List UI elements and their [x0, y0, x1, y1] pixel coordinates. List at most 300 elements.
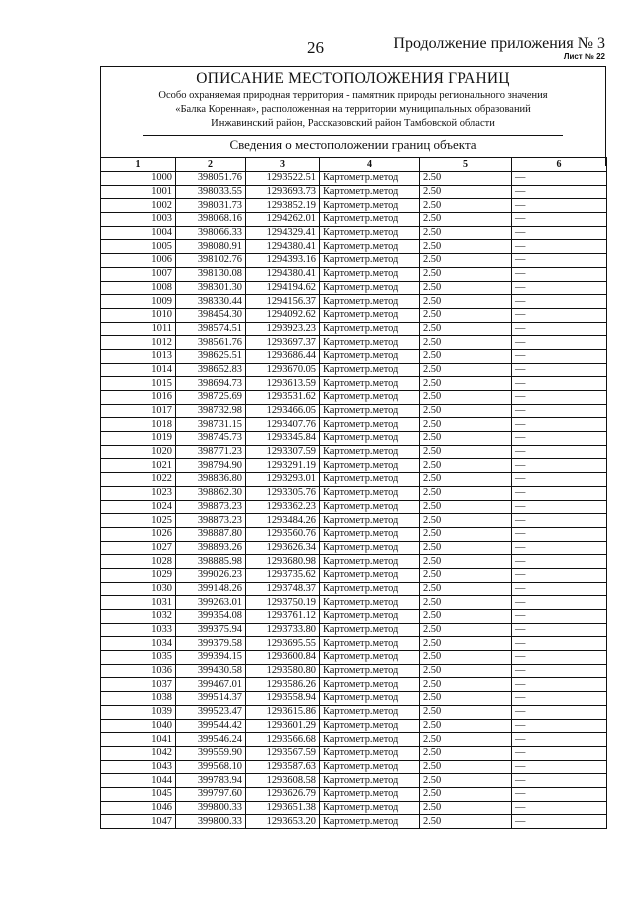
table-cell: —	[512, 801, 607, 815]
table-cell: 1017	[101, 404, 176, 418]
table-cell: —	[512, 486, 607, 500]
table-cell: 2.50	[420, 596, 512, 610]
table-cell: 1013	[101, 349, 176, 363]
table-cell: Картометр.метод	[320, 733, 420, 747]
table-cell: 398561.76	[176, 336, 246, 350]
table-cell: 1016	[101, 391, 176, 405]
table-row	[101, 678, 607, 692]
table-cell: 398771.23	[176, 445, 246, 459]
table-cell: 1294329.41	[246, 226, 320, 240]
table-cell: 1040	[101, 719, 176, 733]
table-cell: —	[512, 719, 607, 733]
table-cell: Картометр.метод	[320, 295, 420, 309]
table-cell: 1293580.80	[246, 664, 320, 678]
page-number: 26	[307, 38, 324, 57]
table-cell: 398033.55	[176, 185, 246, 199]
table-cell: Картометр.метод	[320, 815, 420, 829]
table-cell: —	[512, 705, 607, 719]
table-cell: Картометр.метод	[320, 719, 420, 733]
table-cell: 1024	[101, 500, 176, 514]
table-cell: 1045	[101, 787, 176, 801]
table-cell: 398731.15	[176, 418, 246, 432]
table-cell: 398625.51	[176, 349, 246, 363]
table-cell: 2.50	[420, 719, 512, 733]
table-cell: 1032	[101, 610, 176, 624]
table-cell: 1293686.44	[246, 349, 320, 363]
table-cell: 399800.33	[176, 801, 246, 815]
table-cell: 1293566.68	[246, 733, 320, 747]
column-header: 5	[420, 158, 512, 172]
table-cell: —	[512, 445, 607, 459]
table-cell: 1293748.37	[246, 582, 320, 596]
table-cell: 1293293.01	[246, 473, 320, 487]
table-cell: 1033	[101, 623, 176, 637]
table-row	[101, 596, 607, 610]
table-cell: 1293600.84	[246, 651, 320, 665]
table-row	[101, 719, 607, 733]
table-cell: 2.50	[420, 281, 512, 295]
table-cell: —	[512, 226, 607, 240]
table-cell: Картометр.метод	[320, 404, 420, 418]
table-cell: 2.50	[420, 582, 512, 596]
table-cell: 2.50	[420, 733, 512, 747]
table-cell: 1293305.76	[246, 486, 320, 500]
table-cell: 1035	[101, 651, 176, 665]
table-cell: 1014	[101, 363, 176, 377]
table-cell: 1043	[101, 760, 176, 774]
table-cell: —	[512, 678, 607, 692]
table-row	[101, 308, 607, 322]
table-cell: —	[512, 267, 607, 281]
table-cell: 398862.30	[176, 486, 246, 500]
table-cell: 2.50	[420, 801, 512, 815]
table-row	[101, 391, 607, 405]
table-cell: 1294092.62	[246, 308, 320, 322]
table-cell: 1018	[101, 418, 176, 432]
column-header: 3	[246, 158, 320, 172]
table-cell: —	[512, 774, 607, 788]
table-cell: 2.50	[420, 678, 512, 692]
table-cell: Картометр.метод	[320, 486, 420, 500]
table-cell: 1002	[101, 199, 176, 213]
table-cell: 399394.15	[176, 651, 246, 665]
table-cell: —	[512, 377, 607, 391]
table-cell: 1041	[101, 733, 176, 747]
table-cell: 1293345.84	[246, 432, 320, 446]
table-cell: Картометр.метод	[320, 391, 420, 405]
table-cell: —	[512, 692, 607, 706]
table-cell: Картометр.метод	[320, 432, 420, 446]
table-cell: 1293693.73	[246, 185, 320, 199]
table-cell: 1030	[101, 582, 176, 596]
table-cell: 1293466.05	[246, 404, 320, 418]
table-cell: Картометр.метод	[320, 610, 420, 624]
table-cell: —	[512, 527, 607, 541]
boundary-table	[100, 157, 607, 829]
table-cell: 1293560.76	[246, 527, 320, 541]
table-row	[101, 445, 607, 459]
table-cell: 1028	[101, 555, 176, 569]
table-cell: 398130.08	[176, 267, 246, 281]
table-cell: Картометр.метод	[320, 555, 420, 569]
table-cell: 2.50	[420, 541, 512, 555]
table-cell: 1293626.79	[246, 787, 320, 801]
table-cell: —	[512, 295, 607, 309]
table-cell: —	[512, 391, 607, 405]
table-cell: 1294393.16	[246, 254, 320, 268]
table-cell: 1294156.37	[246, 295, 320, 309]
table-cell: 398068.16	[176, 213, 246, 227]
sheet-number: Лист № 22	[563, 52, 605, 61]
table-cell: 399379.58	[176, 637, 246, 651]
table-row	[101, 486, 607, 500]
table-cell: 1029	[101, 568, 176, 582]
table-cell: 2.50	[420, 254, 512, 268]
table-cell: 1293608.58	[246, 774, 320, 788]
table-cell: —	[512, 240, 607, 254]
table-cell: 2.50	[420, 391, 512, 405]
table-cell: 398066.33	[176, 226, 246, 240]
table-cell: —	[512, 213, 607, 227]
table-cell: 1047	[101, 815, 176, 829]
table-cell: 1036	[101, 664, 176, 678]
table-cell: 1008	[101, 281, 176, 295]
table-row	[101, 801, 607, 815]
table-cell: 1293695.55	[246, 637, 320, 651]
table-row	[101, 733, 607, 747]
table-cell: 2.50	[420, 432, 512, 446]
table-cell: 2.50	[420, 760, 512, 774]
table-cell: Картометр.метод	[320, 185, 420, 199]
table-cell: —	[512, 582, 607, 596]
table-cell: 1293697.37	[246, 336, 320, 350]
table-row	[101, 377, 607, 391]
table-cell: Картометр.метод	[320, 651, 420, 665]
table-row	[101, 623, 607, 637]
table-row	[101, 527, 607, 541]
table-cell: Картометр.метод	[320, 459, 420, 473]
table-row	[101, 199, 607, 213]
table-cell: 399568.10	[176, 760, 246, 774]
table-row	[101, 637, 607, 651]
table-cell: 399523.47	[176, 705, 246, 719]
table-cell: 1293653.20	[246, 815, 320, 829]
document-frame	[100, 66, 606, 166]
table-cell: 1046	[101, 801, 176, 815]
description-line: Инжавинский район, Рассказовский район Тамбовской области	[211, 118, 495, 129]
table-cell: 1022	[101, 473, 176, 487]
column-header: 2	[176, 158, 246, 172]
table-row	[101, 336, 607, 350]
table-row	[101, 746, 607, 760]
table-cell: —	[512, 308, 607, 322]
table-cell: 1294380.41	[246, 240, 320, 254]
table-cell: Картометр.метод	[320, 322, 420, 336]
table-cell: 1023	[101, 486, 176, 500]
table-cell: 1293362.23	[246, 500, 320, 514]
table-cell: 399544.42	[176, 719, 246, 733]
table-cell: Картометр.метод	[320, 172, 420, 186]
table-cell: 1293307.59	[246, 445, 320, 459]
table-cell: 1009	[101, 295, 176, 309]
table-cell: 399514.37	[176, 692, 246, 706]
table-cell: 2.50	[420, 651, 512, 665]
table-cell: Картометр.метод	[320, 445, 420, 459]
table-cell: —	[512, 349, 607, 363]
table-cell: 398725.69	[176, 391, 246, 405]
table-cell: 398732.98	[176, 404, 246, 418]
territory-description	[101, 89, 605, 131]
table-row	[101, 295, 607, 309]
table-cell: 1044	[101, 774, 176, 788]
table-cell: 1293567.59	[246, 746, 320, 760]
table-cell: 1293615.86	[246, 705, 320, 719]
table-cell: —	[512, 514, 607, 528]
table-cell: 2.50	[420, 363, 512, 377]
table-cell: 2.50	[420, 664, 512, 678]
table-cell: Картометр.метод	[320, 418, 420, 432]
description-line: «Балка Коренная», расположенная на территории муниципальных образований	[175, 104, 531, 115]
column-header: 1	[101, 158, 176, 172]
table-cell: —	[512, 185, 607, 199]
table-cell: 398745.73	[176, 432, 246, 446]
table-cell: 2.50	[420, 692, 512, 706]
table-cell: 399800.33	[176, 815, 246, 829]
table-cell: 2.50	[420, 459, 512, 473]
table-cell: —	[512, 596, 607, 610]
table-cell: —	[512, 172, 607, 186]
table-cell: 2.50	[420, 267, 512, 281]
section-title: Сведения о местоположении границ объекта	[229, 137, 477, 152]
table-cell: 399546.24	[176, 733, 246, 747]
table-cell: 399148.26	[176, 582, 246, 596]
table-cell: 1293923.23	[246, 322, 320, 336]
table-cell: 1293291.19	[246, 459, 320, 473]
table-row	[101, 473, 607, 487]
table-row	[101, 240, 607, 254]
divider	[143, 135, 563, 136]
table-row	[101, 664, 607, 678]
table-cell: 398051.76	[176, 172, 246, 186]
table-cell: —	[512, 623, 607, 637]
table-cell: Картометр.метод	[320, 199, 420, 213]
table-cell: —	[512, 322, 607, 336]
table-cell: Картометр.метод	[320, 760, 420, 774]
table-cell: 398454.30	[176, 308, 246, 322]
table-cell: Картометр.метод	[320, 267, 420, 281]
table-row	[101, 582, 607, 596]
table-cell: 398794.90	[176, 459, 246, 473]
table-cell: 399263.01	[176, 596, 246, 610]
table-row	[101, 692, 607, 706]
table-cell: 1025	[101, 514, 176, 528]
table-cell: —	[512, 787, 607, 801]
table-row	[101, 459, 607, 473]
table-cell: 1293651.38	[246, 801, 320, 815]
continuation-label: Продолжение приложения № 3	[393, 35, 605, 52]
table-cell: 1006	[101, 254, 176, 268]
table-row	[101, 267, 607, 281]
table-cell: 398080.91	[176, 240, 246, 254]
description-line: Особо охраняемая природная территория - памятник природы регионального значения	[158, 90, 548, 101]
table-cell: 1026	[101, 527, 176, 541]
table-cell: 2.50	[420, 500, 512, 514]
table-cell: —	[512, 541, 607, 555]
table-cell: 1293750.19	[246, 596, 320, 610]
table-row	[101, 568, 607, 582]
table-row	[101, 185, 607, 199]
table-cell: 2.50	[420, 199, 512, 213]
table-cell: Картометр.метод	[320, 637, 420, 651]
table-cell: 399559.90	[176, 746, 246, 760]
table-cell: 1034	[101, 637, 176, 651]
table-cell: Картометр.метод	[320, 473, 420, 487]
table-cell: Картометр.метод	[320, 240, 420, 254]
table-cell: 1293680.98	[246, 555, 320, 569]
table-row	[101, 651, 607, 665]
table-cell: 2.50	[420, 308, 512, 322]
table-cell: 2.50	[420, 473, 512, 487]
table-cell: Картометр.метод	[320, 281, 420, 295]
table-cell: Картометр.метод	[320, 774, 420, 788]
table-cell: 1003	[101, 213, 176, 227]
table-cell: Картометр.метод	[320, 623, 420, 637]
table-cell: —	[512, 418, 607, 432]
table-cell: 2.50	[420, 623, 512, 637]
table-cell: 398836.80	[176, 473, 246, 487]
table-cell: 2.50	[420, 226, 512, 240]
table-row	[101, 281, 607, 295]
table-cell: 1293761.12	[246, 610, 320, 624]
table-cell: 1015	[101, 377, 176, 391]
table-cell: 398574.51	[176, 322, 246, 336]
table-cell: —	[512, 363, 607, 377]
table-cell: —	[512, 746, 607, 760]
table-cell: Картометр.метод	[320, 363, 420, 377]
table-cell: 398652.83	[176, 363, 246, 377]
table-cell: 1031	[101, 596, 176, 610]
table-cell: Картометр.метод	[320, 541, 420, 555]
table-cell: 1027	[101, 541, 176, 555]
table-cell: 1293586.26	[246, 678, 320, 692]
table-body	[101, 172, 607, 829]
table-cell: 1293852.19	[246, 199, 320, 213]
table-cell: Картометр.метод	[320, 746, 420, 760]
table-cell: 399354.08	[176, 610, 246, 624]
table-cell: 1000	[101, 172, 176, 186]
table-cell: 399026.23	[176, 568, 246, 582]
table-row	[101, 787, 607, 801]
table-cell: 2.50	[420, 787, 512, 801]
table-cell: 1005	[101, 240, 176, 254]
column-header: 6	[512, 158, 607, 172]
table-cell: 2.50	[420, 527, 512, 541]
table-row	[101, 432, 607, 446]
table-row	[101, 500, 607, 514]
table-cell: 398330.44	[176, 295, 246, 309]
table-cell: —	[512, 459, 607, 473]
table-cell: 2.50	[420, 185, 512, 199]
table-row	[101, 254, 607, 268]
table-cell: —	[512, 254, 607, 268]
table-cell: 2.50	[420, 295, 512, 309]
table-cell: 399783.94	[176, 774, 246, 788]
table-cell: 1293484.26	[246, 514, 320, 528]
column-header: 4	[320, 158, 420, 172]
table-cell: Картометр.метод	[320, 377, 420, 391]
table-cell: Картометр.метод	[320, 582, 420, 596]
table-cell: —	[512, 555, 607, 569]
table-cell: Картометр.метод	[320, 213, 420, 227]
table-cell: —	[512, 664, 607, 678]
table-cell: Картометр.метод	[320, 226, 420, 240]
table-cell: 2.50	[420, 486, 512, 500]
table-row	[101, 610, 607, 624]
table-cell: 2.50	[420, 172, 512, 186]
table-cell: Картометр.метод	[320, 787, 420, 801]
table-cell: 1294194.62	[246, 281, 320, 295]
table-row	[101, 774, 607, 788]
table-cell: —	[512, 473, 607, 487]
table-cell: 1293626.34	[246, 541, 320, 555]
table-cell: 1038	[101, 692, 176, 706]
table-cell: 1019	[101, 432, 176, 446]
table-cell: 2.50	[420, 705, 512, 719]
table-row	[101, 815, 607, 829]
table-cell: Картометр.метод	[320, 692, 420, 706]
table-cell: —	[512, 760, 607, 774]
table-row	[101, 213, 607, 227]
table-cell: 1293407.76	[246, 418, 320, 432]
table-cell: 1007	[101, 267, 176, 281]
table-cell: —	[512, 568, 607, 582]
table-row	[101, 514, 607, 528]
document-title: ОПИСАНИЕ МЕСТОПОЛОЖЕНИЯ ГРАНИЦ	[196, 70, 510, 87]
table-cell: Картометр.метод	[320, 664, 420, 678]
table-cell: Картометр.метод	[320, 254, 420, 268]
table-cell: 1039	[101, 705, 176, 719]
table-cell: 2.50	[420, 322, 512, 336]
table-cell: —	[512, 432, 607, 446]
table-cell: Картометр.метод	[320, 349, 420, 363]
table-row	[101, 349, 607, 363]
table-cell: 1294380.41	[246, 267, 320, 281]
table-cell: 398873.23	[176, 500, 246, 514]
table-cell: —	[512, 404, 607, 418]
table-cell: 398031.73	[176, 199, 246, 213]
table-cell: Картометр.метод	[320, 514, 420, 528]
table-cell: —	[512, 336, 607, 350]
table-cell: 2.50	[420, 418, 512, 432]
table-cell: 2.50	[420, 336, 512, 350]
table-row	[101, 418, 607, 432]
table-cell: 398873.23	[176, 514, 246, 528]
table-cell: 1021	[101, 459, 176, 473]
table-cell: 1012	[101, 336, 176, 350]
table-cell: 2.50	[420, 637, 512, 651]
table-cell: 2.50	[420, 555, 512, 569]
table-cell: —	[512, 500, 607, 514]
table-cell: 2.50	[420, 746, 512, 760]
table-header-row	[101, 158, 607, 172]
table-cell: 1037	[101, 678, 176, 692]
table-cell: —	[512, 637, 607, 651]
table-row	[101, 705, 607, 719]
table-cell: 1293522.51	[246, 172, 320, 186]
table-cell: 1011	[101, 322, 176, 336]
table-cell: 1293558.94	[246, 692, 320, 706]
table-cell: —	[512, 733, 607, 747]
